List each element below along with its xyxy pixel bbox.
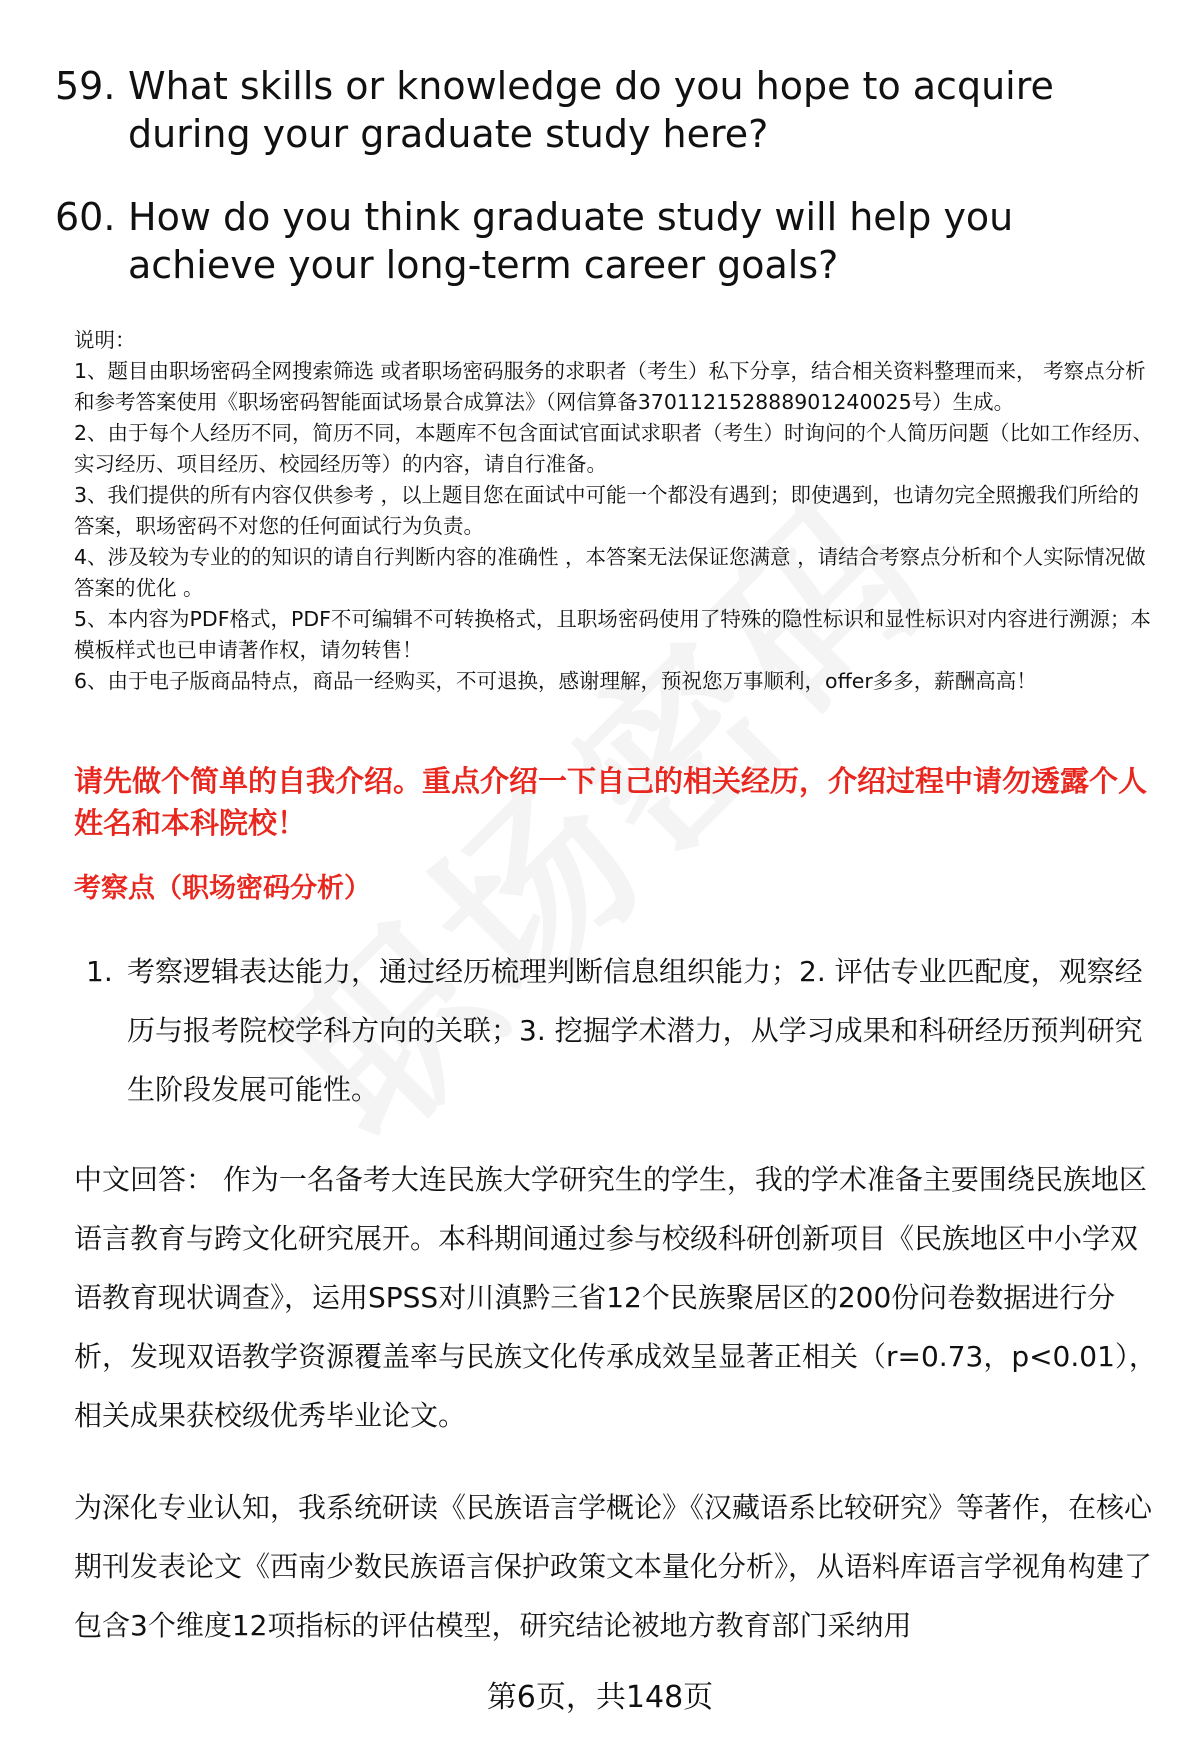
answer-paragraph: 中文回答： 作为一名备考大连民族大学研究生的学生，我的学术准备主要围绕民族地区语言教育与跨文化研究展开。本科期间通过参与校级科研创新项目《民族地区中小学双语教育现状调查》，运用SPSS对川滇黔三省12个民族聚居区的200份问卷数据进行分析，发现双语教学资源覆盖率与民族文化传承成效呈显著正相关（r=0.73，p<0.01），相关成果获校级优秀毕业论文。 bbox=[74, 1163, 1157, 1432]
note-item: 4、涉及较为专业的的知识的请自行判断内容的准确性 ，本答案无法保证您满意 ，请结合考察点分析和个人实际情况做答案的优化 。 bbox=[74, 545, 1146, 600]
note-item: 3、我们提供的所有内容仅供参考 ，以上题目您在面试中可能一个都没有遇到；即使遇到，也请勿完全照搬我们所给的答案，职场密码不对您的任何面试行为负责。 bbox=[74, 483, 1140, 538]
note-item: 1、题目由职场密码全网搜索筛选 或者职场密码服务的求职者（考生）私下分享，结合相关资料整理而来， 考察点分析和参考答案使用《职场密码智能面试场景合成算法》（网信算备370112152888901240025号）生成。 bbox=[74, 359, 1146, 414]
question-59 bbox=[55, 62, 1165, 158]
analysis-list bbox=[74, 942, 1159, 1119]
question-number: 60. bbox=[55, 195, 116, 239]
question-60 bbox=[55, 193, 1165, 289]
question-text: What skills or knowledge do you hope to acquire during your graduate study here? bbox=[128, 64, 1054, 156]
note-item: 2、由于每个人经历不同，简历不同，本题库不包含面试官面试求职者（考生）时询问的个人简历问题（比如工作经历、实习经历、项目经历、校园经历等）的内容，请自行准备。 bbox=[74, 421, 1154, 476]
notes-section bbox=[74, 325, 1159, 697]
note-item: 6、由于电子版商品特点，商品一经购买，不可退换，感谢理解，预祝您万事顺利，offer多多，薪酬高高！ bbox=[74, 669, 1037, 693]
note-item: 5、本内容为PDF格式，PDF不可编辑不可转换格式，且职场密码使用了特殊的隐性标识和显性标识对内容进行溯源；本模板样式也已申请著作权，请勿转售！ bbox=[74, 607, 1151, 662]
page-number: 第6页，共148页 bbox=[486, 1680, 714, 1715]
interview-question: 请先做个简单的自我介绍。重点介绍一下自己的相关经历，介绍过程中请勿透露个人姓名和本科院校！ bbox=[74, 764, 1148, 840]
analysis-item-text: 考察逻辑表达能力，通过经历梳理判断信息组织能力；2. 评估专业匹配度，观察经历与报考院校学科方向的关联；3. 挖掘学术潜力，从学习成果和科研经历预判研究生阶段发展可能性。 bbox=[127, 955, 1143, 1106]
question-text: How do you think graduate study will help you achieve your long-term career goals? bbox=[128, 195, 1014, 287]
question-number: 59. bbox=[55, 64, 116, 108]
analysis-heading: 考察点（职场密码分析） bbox=[74, 873, 371, 904]
analysis-item-number: 1. bbox=[86, 955, 113, 988]
answer-paragraph: 为深化专业认知，我系统研读《民族语言学概论》《汉藏语系比较研究》等著作，在核心期刊发表论文《西南少数民族语言保护政策文本量化分析》，从语料库语言学视角构建了包含3个维度12项指标的评估模型，研究结论被地方教育部门采纳用 bbox=[74, 1491, 1153, 1642]
notes-title: 说明： bbox=[74, 328, 136, 352]
